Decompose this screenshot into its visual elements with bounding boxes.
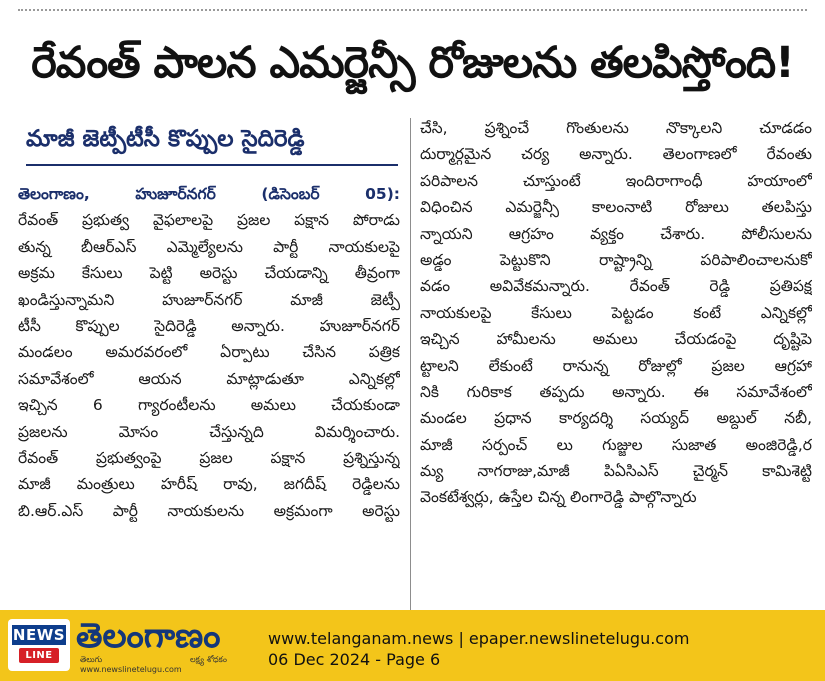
logo-line-text: LINE (19, 648, 59, 663)
body-line: చేసి, ప్రశ్నించే గొంతులను నొక్కాలని చూడడం (420, 119, 812, 137)
body-line: ఖండిస్తున్నామని హుజూర్‌నగర్ మాజీ జెట్పీ (18, 290, 400, 309)
footer-bar (0, 610, 825, 681)
footer-date-page: 06 Dec 2024 - Page 6 (268, 650, 441, 669)
dateline: తెలంగాణం, హుజూర్‌నగర్ (డిసెంబర్ 05): (18, 185, 400, 203)
masthead-tagline-left: తెలుగు (80, 655, 103, 664)
body-line: ట్టాలని లేకుంటే రానున్న రోజుల్లో ప్రజల ఆగ్రహా (420, 356, 812, 375)
body-line: టీసీ కొప్పుల సైదిరెడ్డి అన్నారు. హుజూర్‌నగర్ (18, 316, 400, 335)
body-line: వడం అవివేకమన్నారు. రేవంత్ రెడ్డి ప్రతిపక్ష (420, 277, 812, 296)
body-line: తున్న బీఆర్ఎస్ ఎమ్మెల్యేలను పార్టీ నాయకులపై (18, 237, 400, 256)
article-headline: రేవంత్ పాలన ఎమర్జెన్సీ రోజులను తలపిస్తోంది! (31, 38, 794, 88)
body-line: నాయకులపై కేసులు పెట్టడం కంటే ఎన్నికల్లో (420, 303, 812, 322)
masthead-tagline-right: లక్ష్య శోధకం (190, 655, 227, 664)
body-line: మండల ప్రధాన కార్యదర్శి సయ్యద్ అబ్దుల్ నబీ, (420, 409, 812, 428)
telanganam-masthead: తెలంగాణం (76, 616, 221, 656)
body-line: మ్య నాగరాజు,మాజీ పిఏసిఎస్ చైర్మన్ కామిశెట్టి (420, 462, 812, 481)
body-line: న్నాయని ఆగ్రహం వ్యక్తం చేశారు. పోలీసులను (420, 224, 812, 243)
body-line: సమావేశంలో ఆయన మాట్లాడుతూ ఎన్నికల్లో (18, 369, 400, 388)
body-line: మండలం అమరవరంలో ఏర్పాటు చేసిన పత్రిక (18, 343, 400, 362)
body-line: దుర్మార్గమైన చర్య అన్నారు. తెలంగాణలో రేవంతు (420, 145, 812, 164)
body-line: నికి గురికాక తప్పదు అన్నారు. ఈ సమావేశంలో (420, 382, 812, 401)
body-line: మాజీ సర్పంచ్ లు గుజ్జుల సుజాత అంజిరెడ్డి,ర (420, 435, 812, 454)
body-line: పరిపాలన చూస్తుంటే ఇందిరాగాంధీ హయాంలో (420, 171, 812, 190)
body-line: విధించిన ఎమర్జెన్సీ కాలంనాటి రోజులు తలపిస్తు (420, 198, 812, 217)
body-line: రేవంత్ ప్రభుత్వంపై ప్రజల పక్షాన ప్రశ్నిస్తున్న (18, 448, 400, 467)
column-divider (410, 118, 411, 610)
article-column-right (420, 115, 812, 511)
body-line: ప్రజలను మోసం చేస్తున్నది విమర్శించారు. (18, 422, 400, 441)
body-line: అక్రమ కేసులు పెట్టి అరెస్టు చేయడాన్ని తీవ్రంగా (18, 264, 400, 283)
body-line: బి.ఆర్.ఎస్ పార్టీ నాయకులను అక్రమంగా అరెస్టు (18, 501, 400, 520)
newsline-logo (8, 619, 70, 671)
article-byline: మాజీ జెట్పీటీసీ కొప్పుల సైదిరెడ్డి (26, 126, 305, 152)
body-line: ఇచ్చిన హామీలను అమలు చేయడంపై దృష్టిపె (420, 330, 812, 349)
top-dotted-rule (18, 9, 807, 11)
article-column-left (18, 181, 400, 524)
body-line: అడ్డం పెట్టుకొని రాష్ట్రాన్ని పరిపాలించాలనుకో (420, 250, 812, 269)
body-line: మాజీ మంత్రులు హరీష్ రావు, జగదీష్ రెడ్డిలను (18, 475, 400, 494)
body-line: ఇచ్చిన 6 గ్యారంటీలను అమలు చేయకుండా (18, 396, 400, 415)
footer-website-links[interactable]: www.telanganam.news | epaper.newslinetelugu.com (268, 629, 690, 648)
logo-news-text: NEWS (12, 626, 66, 644)
body-line: రేవంత్ ప్రభుత్వ వైఫలాలపై ప్రజల పక్షాన పోరాడు (18, 211, 400, 230)
body-line: వెంకటేశ్వర్లు, ఉస్తేల చిన్న లింగారెడ్డి పాల్గొన్నారు (420, 488, 697, 507)
byline-underline (26, 164, 398, 166)
masthead-url[interactable]: www.newslinetelugu.com (80, 665, 182, 674)
